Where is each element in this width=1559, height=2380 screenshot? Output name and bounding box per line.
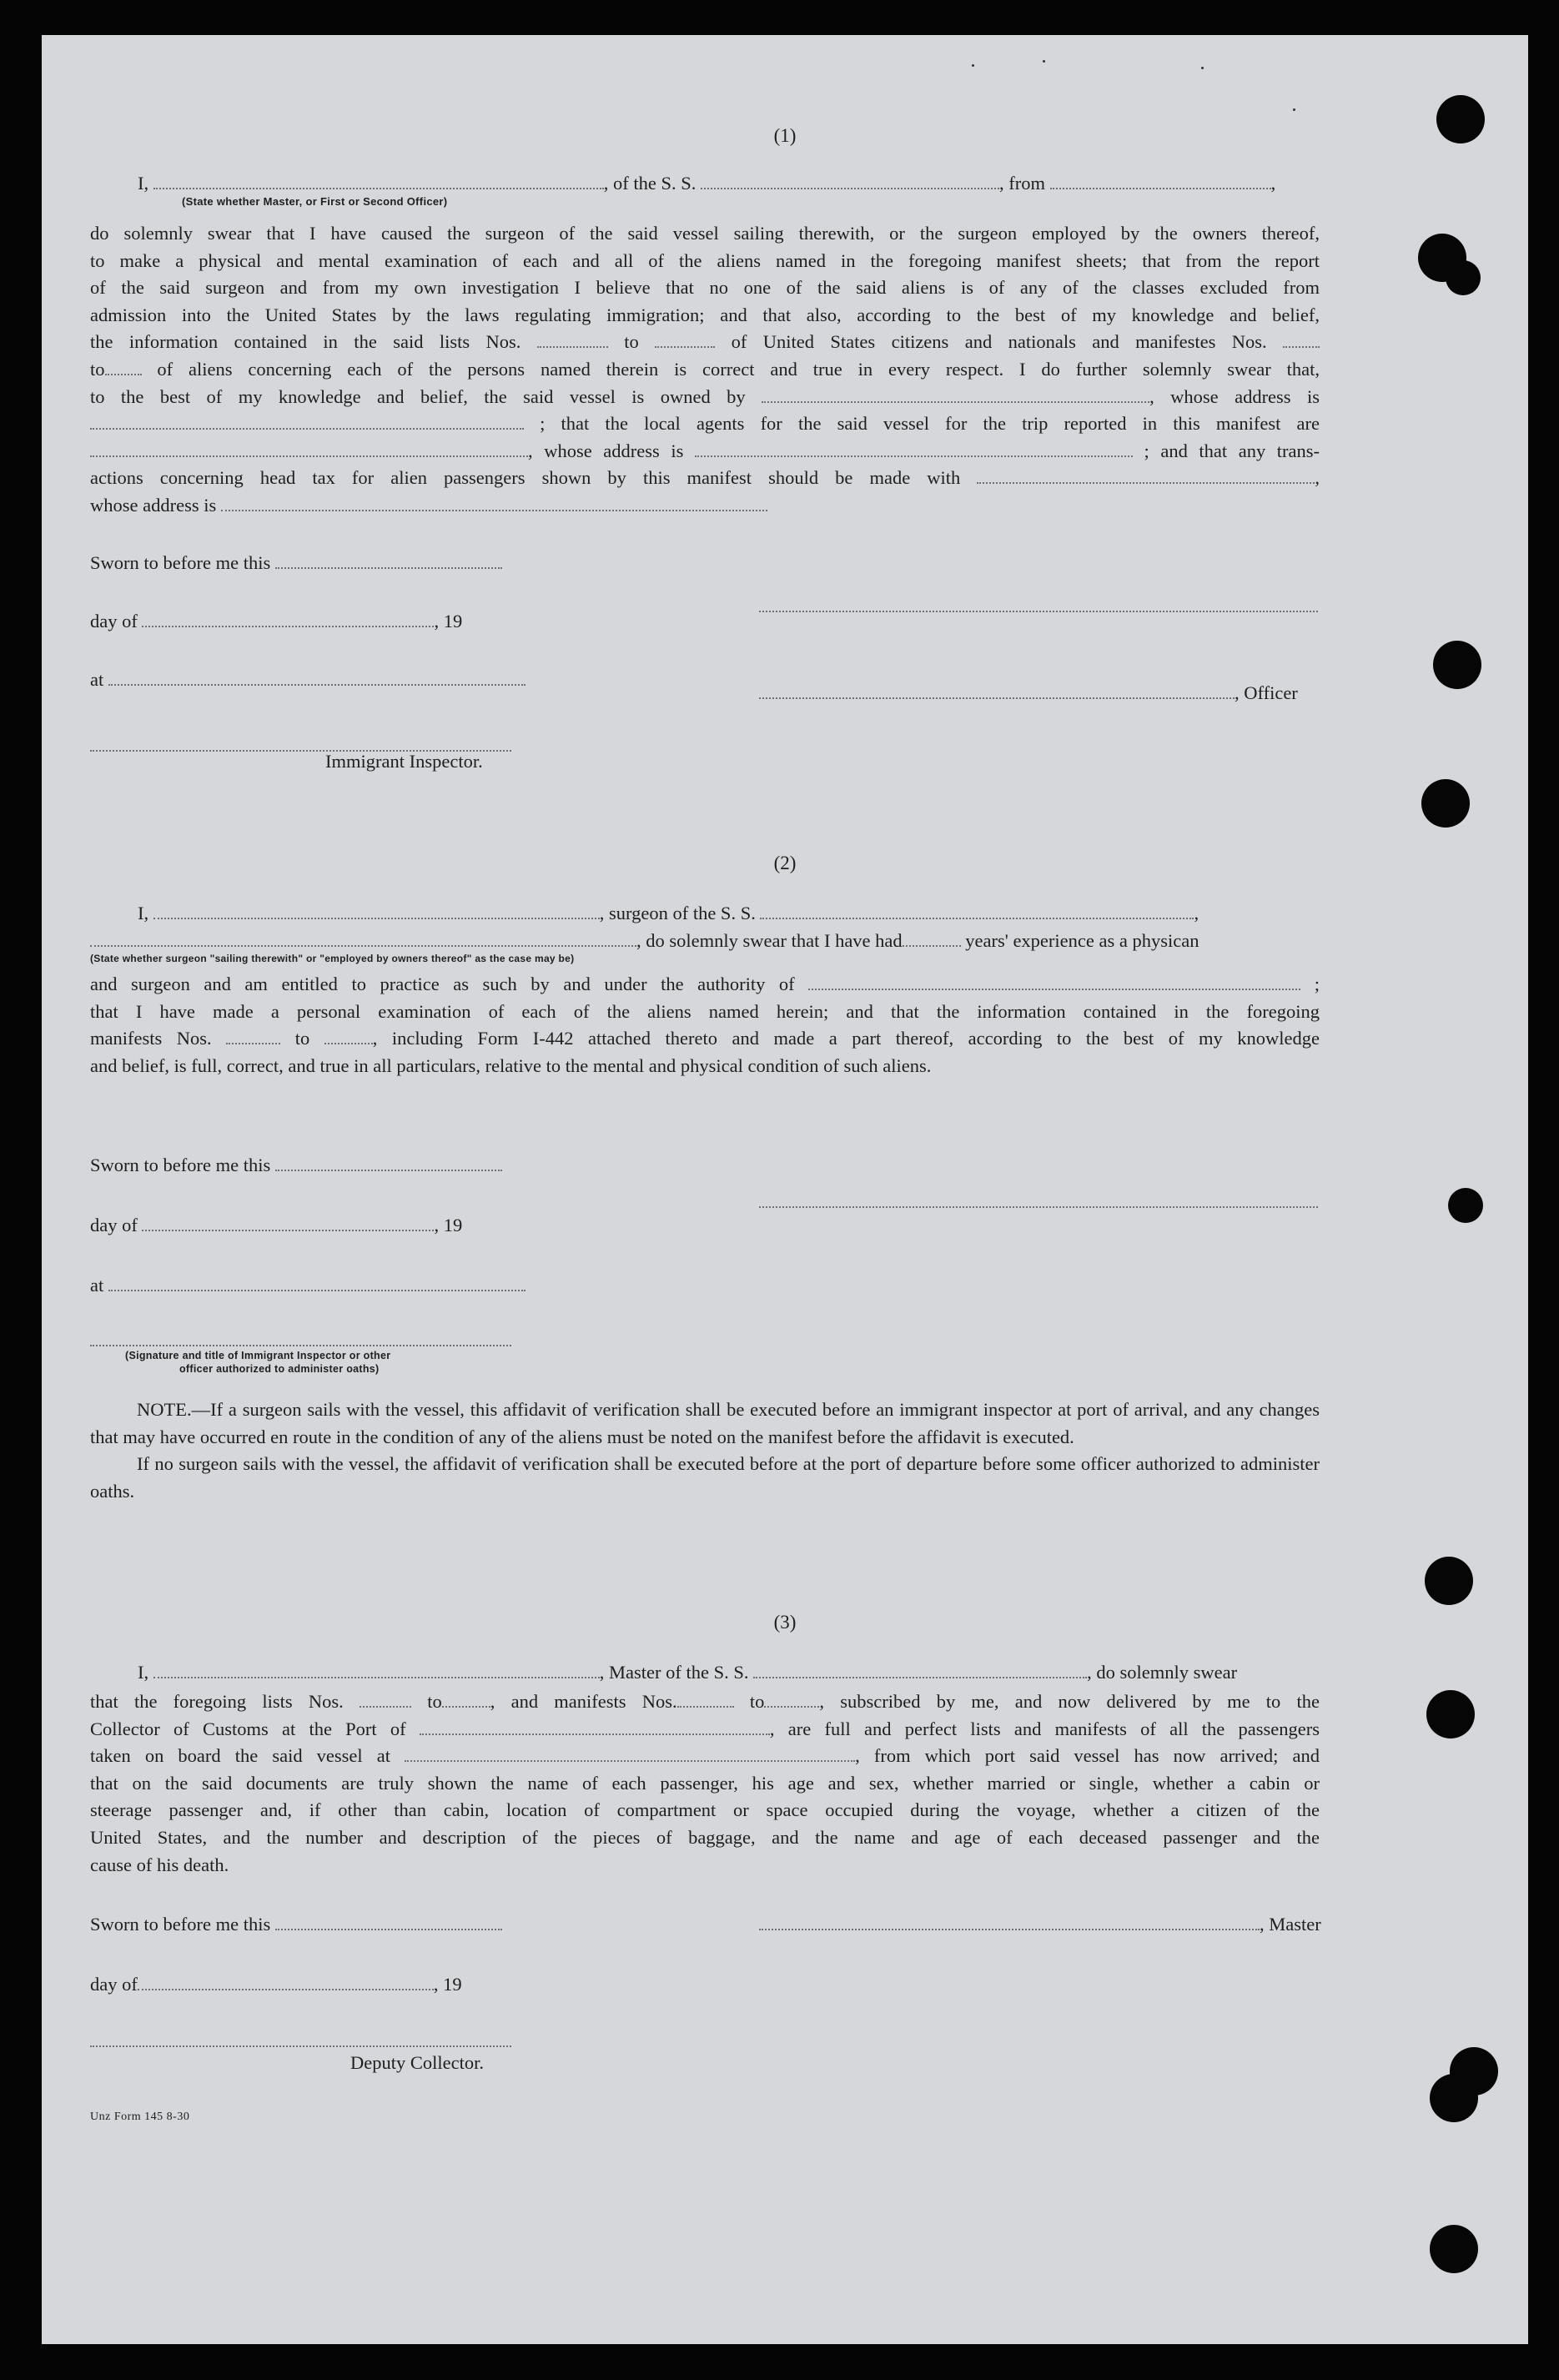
punch-hole <box>1430 2225 1478 2273</box>
punch-hole <box>1421 779 1470 828</box>
punch-hole <box>1433 641 1481 689</box>
surgeon-caption: (State whether surgeon "sailing therewith" or "employed by owners thereof" as the case may be) <box>90 953 575 964</box>
section-3-number: (3) <box>773 1612 797 1633</box>
section-1-body: do solemnly swear that I have caused the surgeon of the said vessel sailing therewith, or the surgeon employed by the owners thereof, to make a physical and mental examination of each and all of the aliens named in the foregoing manifest sheets; that from the report of the said surgeon and from my own investigation I believe that no one of the said aliens is of any of the classes excluded from admission into the United States by the laws regulating immigration; and that also, according to the best of my knowledge and belief, the information contained in the said lists Nos. to of United States citizens and nationals and manifestes Nos. to of aliens concerning each of the persons named therein is correct and true in every respect. I do further solemnly swear that, to the best of my knowledge and belief, the said vessel is owned by , whose address is ; that the local agents for the said vessel for the trip reported in this manifest are , whose address is ; and that any trans- actions concerning head tax for alien passengers shown by this manifest should be made with , whose address is <box>90 220 1320 520</box>
signature-caption-2: officer authorized to administer oaths) <box>179 1363 380 1375</box>
section-2-line-1: I, , surgeon of the S. S. , <box>138 903 1199 923</box>
whose-line: whose address is <box>90 492 1320 520</box>
section-2-day: day of , 19 <box>90 1215 463 1235</box>
deputy-collector-label: Deputy Collector. <box>350 2052 484 2073</box>
vessel-field[interactable] <box>701 176 999 189</box>
section-3-day: day of , 19 <box>90 1974 462 1995</box>
nos-line: the information contained in the said lists Nos. to of United States citizens and nationals and manifestes Nos. <box>90 329 1320 356</box>
section-3-sworn: Sworn to before me this <box>90 1914 502 1935</box>
signature-caption: (Signature and title of Immigrant Inspector or other <box>125 1350 391 1361</box>
section-2-body: and surgeon and am entitled to practice as such by and under the authority of ; that I have made a personal examination of each of the aliens named herein; and that the information contained in the foregoing manifests Nos. to , including Form I-442 attached thereto and made a part thereof, according to the best of my knowledge and belief, is full, correct, and true in all particulars, relative to the mental and physical condition of such aliens. <box>90 971 1320 1079</box>
officer-caption: (State whether Master, or First or Second Officer) <box>182 195 448 208</box>
master-signature: , Master <box>759 1914 1321 1935</box>
tax-line: actions concerning head tax for alien passengers shown by this manifest should be made with , <box>90 467 1320 489</box>
section-1-line-1: I, , of the S. S. , from , <box>138 173 1276 194</box>
surgeon-note: NOTE.—If a surgeon sails with the vessel, this affidavit of verification shall be executed before an immigrant inspector at port of arrival, and any changes that may have occurred en route in the condition of any of the aliens must be noted on the manifest before the affidavit is executed. If no surgeon sails with the vessel, the affidavit of verification shall be executed before at the port of departure before some officer authorized to administer oaths. <box>90 1399 1320 1502</box>
section-1-sworn: Sworn to before me this <box>90 552 502 574</box>
name-field[interactable] <box>153 176 604 189</box>
section-1-at: at <box>90 669 526 691</box>
form-number: Unz Form 145 8-30 <box>90 2111 190 2123</box>
punch-hole <box>1430 2074 1478 2122</box>
immigrant-inspector-label: Immigrant Inspector. <box>325 751 483 772</box>
section-2-line-2: , do solemnly swear that I have had years' experience as a physican <box>90 930 1199 952</box>
punch-hole <box>1426 1690 1475 1738</box>
punch-hole <box>1448 1188 1483 1223</box>
to-line: to of aliens concerning each of the persons named therein is correct and true in every respect. I do further solemnly swear that, <box>90 358 1320 380</box>
section-3-line-1: I, , Master of the S. S. , do solemnly swear <box>138 1662 1238 1683</box>
section-1-day: day of , 19 <box>90 611 463 631</box>
inspector-signature-line[interactable] <box>90 1343 511 1346</box>
address-line: , whose address is ; and that any trans- <box>90 438 1320 465</box>
section-2-number: (2) <box>773 853 797 873</box>
owned-line: to the best of my knowledge and belief, the said vessel is owned by , whose address is <box>90 385 1320 407</box>
section-2-at: at <box>90 1275 526 1296</box>
manifest-affidavit-page <box>42 35 1528 2344</box>
deputy-signature-line[interactable] <box>90 2044 511 2047</box>
collector-line: Collector of Customs at the Port of , are full and perfect lists and manifests of all the passengers <box>90 1718 1320 1739</box>
section-2-sworn: Sworn to before me this <box>90 1155 502 1176</box>
section-3-body: that the foregoing lists Nos. to , and manifests Nos. to , subscribed by me, and now delivered by me to the Collector of Customs at the Port of , are full and perfect lists and manifests of all the passengers taken on board the said vessel at , from which port said vessel has now arrived; and that on the said documents are truly shown the name of each passenger, his age and sex, whether married or single, whether a cabin or steerage passenger and, if other than cabin, location of compartment or space occupied during the voyage, whether a citizen of the United States, and the number and description of the pieces of baggage, and the name and age of each deceased passenger and the cause of his death. <box>90 1688 1320 1879</box>
lists-line: that the foregoing lists Nos. to , and manifests Nos. to , subscribed by me, and now delivered by me to the <box>90 1691 1320 1712</box>
punch-hole <box>1425 1557 1473 1605</box>
agents-line: ; that the local agents for the said vessel for the trip reported in this manifest are <box>90 410 1320 438</box>
punch-hole <box>1446 260 1481 295</box>
from-field[interactable] <box>1050 176 1271 189</box>
board-line: taken on board the said vessel at , from which port said vessel has now arrived; and <box>90 1745 1320 1767</box>
manifests-line: manifests Nos. to , including Form I-442 attached thereto and made a part thereof, according to the best of my knowledge <box>90 1028 1320 1049</box>
section-1-number: (1) <box>773 125 797 146</box>
signature-line[interactable] <box>759 609 1318 612</box>
authority-line: and surgeon and am entitled to practice as such by and under the authority of ; <box>90 974 1320 994</box>
surgeon-signature-line[interactable] <box>759 1205 1318 1208</box>
officer-signature: , Officer <box>759 682 1298 704</box>
